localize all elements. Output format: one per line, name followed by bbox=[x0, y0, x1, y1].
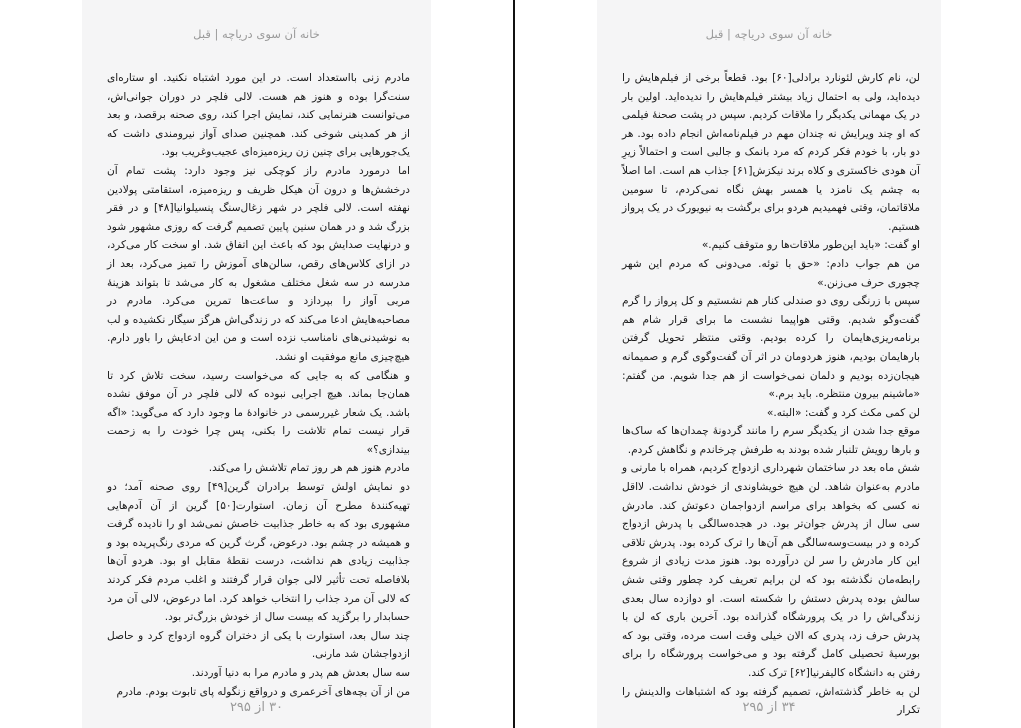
page-body bbox=[622, 69, 920, 720]
page-body bbox=[107, 69, 410, 701]
paragraph: لن به خاطر گذشته‌اش، تصمیم گرفته بود که اشتباهات والدینش را تکرار bbox=[622, 685, 920, 717]
paragraph: چند سال بعد، استوارت با یکی از دختران گروه ازدواج کرد و حاصل ازدواجشان شد مارنی. bbox=[107, 629, 410, 661]
paragraph: اما درمورد مادرم راز کوچکی نیز وجود دارد: پشت تمام آن درخشش‌ها و درون آن هیکل ظریف و ریزه‌میزه، استقامتی پولادین نهفته است. لالی فلچر در شهر زغال‌سنگ پنسیلوانیا[۴۸] و در فقر بزرگ شد و در همان سنین پایین تصمیم گرفت که روزی مشهور شود و درنهایت صدایش بود که باعث این اتفاق شد. او سخت کار می‌کرد، در ازای کلاس‌های رقص، سالن‌های آموزش را تمیز می‌کرد، بعد از مدرسه در سه شغل مختلف مشغول به کار می‌شد تا بتواند هزینهٔ مربی آواز را بپردازد و ساعت‌ها تمرین می‌کرد. مادرم در مصاحبه‌هایش ادعا می‌کند که در زندگی‌اش هرگز سیگار نکشیده و لب به نوشیدنی‌های نامناسب نزده است و من این ادعایش را باور دارم. هیچ‌چیزی مانع موفقیت او نشد. bbox=[107, 164, 410, 363]
paragraph: و هنگامی که به جایی که می‌خواست رسید، سخت تلاش کرد تا همان‌جا بماند. هیچ اجرایی نبوده که لالی فلچر در آن موفق نشده باشد. یک شعار غیررسمی در خانوادهٔ ما وجود دارد که می‌گوید: «اگه قرار نیست تمام تلاشت را بکنی، پس چرا خودت را به زحمت بیندازی؟» bbox=[107, 369, 410, 456]
page-number: ۳۴ از ۲۹۵ bbox=[742, 700, 796, 715]
book-page-left bbox=[82, 0, 431, 728]
right-viewer-pane bbox=[515, 0, 1021, 728]
paragraph: سه سال بعدش هم پدر و مادرم مرا به دنیا آوردند. bbox=[191, 667, 410, 679]
page-header: خانه آن سوی دریاچه | قبل bbox=[705, 27, 833, 41]
paragraph: مادرم زنی بااستعداد است. در این مورد اشتباه نکنید. او ستاره‌ای سنت‌گرا بوده و هنوز هم هست. لالی فلچر در دوران جوانی‌اش، می‌توانست هنرنمایی کند، نمایش اجرا کند، روی صحنه برقصد، و بعد از هر کمدینی شوخی کند. همچنین صدای آواز نیرومندی داشت که یک‌جورهایی برای چنین زن ریزه‌میزه‌ای عجیب‌وغریب بود. bbox=[107, 72, 410, 159]
paragraph: او گفت: «باید این‌طور ملاقات‌ها رو متوقف کنیم.» bbox=[701, 239, 920, 252]
page-number: ۳۰ از ۲۹۵ bbox=[229, 700, 284, 715]
book-page-right bbox=[597, 0, 941, 728]
paragraph: مادرم هنوز هم هر روز تمام تلاشش را می‌کند. bbox=[208, 462, 410, 475]
paragraph: من از آن بچه‌های آخرعمری و درواقع زنگوله پای تابوت بودم. مادرم bbox=[116, 685, 410, 698]
page-header: خانه آن سوی دریاچه | قبل bbox=[193, 27, 320, 41]
paragraph: سپس با زرنگی روی دو صندلی کنار هم نشستیم و کل پرواز را گرم گفت‌وگو شدیم. وقتی هواپیما نشست ما برای قرار شام هم برنامه‌ریزی‌هایمان را کرده بودیم. وقتی منتظر تحویل گرفتن بارهایمان بودیم، هنوز هردومان در اثر آن گفت‌وگوی گرم و صمیمانه هیجان‌زده بودیم و دلمان نمی‌خواست از هم جدا شویم. من گفتم: «ماشینم بیرون منتظره. باید برم.» bbox=[622, 295, 920, 401]
paragraph: من هم جواب دادم: «حق با توئه. می‌دونی که مردم این شهر چجوری حرف می‌زنن.» bbox=[622, 257, 920, 289]
paragraph: موقع جدا شدن از یکدیگر سرم را مانند گردونهٔ چمدان‌ها که ساک‌ها و بارها رویش تلنبار شده بودند به طرفش چرخاندم و نگاهش کردم. bbox=[622, 425, 920, 456]
paragraph: لن کمی مکث کرد و گفت: «البته.» bbox=[766, 406, 920, 419]
paragraph: دو نمایش اولش توسط برادران گرین[۴۹] روی صحنه آمد؛ دو تهیه‌کنندهٔ مطرح آن زمان. استوارت[۵۰] گرین از آن آدم‌هایی مشهوری بود که به خاطر جذابیت خاصش نمی‌شد او را نادیده گرفت و همیشه در چشم بود. درعوض، گرث گرین که مردی رنگ‌پریده بود و جذابیت زیادی هم نداشت، درست نقطهٔ مقابل او بود. هردو آن‌ها بلافاصله تحت تأثیر لالی جوان قرار گرفتند و اغلب مردم فکر کردند که لالی آن مرد جذاب را انتخاب خواهد کرد. اما درعوض، لالی آن مرد حسابدار را برگزید که بیست سال از خودش بزرگ‌تر بود. bbox=[107, 481, 411, 624]
paragraph: شش ماه بعد در ساختمان شهرداری ازدواج کردیم، همراه با مارنی و مادرم به‌عنوان شاهد. لن هیچ خویشاوندی از خودش نداشت. لااقل نه کسی که بخواهد برای مراسم ازدواجمان دعوتش کند. مادرش سی سال از پدرش جوان‌تر بود. در هجده‌سالگی با پدرش ازدواج کرده و در بیست‌وسه‌سالگی هم آن‌ها را ترک کرده بود. پدرش تلاقی این کار مادرش را سر لن درآورده بود. هنوز مدت زیادی از شروع رابطه‌مان نگذشته بود که لن برایم تعریف کرد چطور وقتی شش سالش بوده پدرش دستش را شکسته است. او دوازده سال بعدی زندگی‌اش را در یک پرورشگاه گذرانده بود. آخرین باری که لن با پدرش حرف زد، پدری که الان خیلی وقت است مرده، وقتی بود که بورسیهٔ تحصیلی کامل گرفته بود و می‌خواست پرورشگاه را برای رفتن به دانشگاه کالیفرنیا[۶۲] ترک کند. bbox=[622, 462, 920, 679]
paragraph: لن، نام کارش لئونارد برادلی[۶۰] بود. قطعاً برخی از فیلم‌هایش را دیده‌اید، ولی به احتمال زیاد بیشتر فیلم‌هایش را ندیده‌اید. اولین بار در یک مهمانی یکدیگر را ملاقات کردیم. سپس در پشت صحنهٔ فیلمی که او چند ویرایش نه چندان مهم در فیلم‌نامه‌اش انجام داده بود. هر دو بار، با خودم فکر کردم که مرد بانمک و جالبی است و احتمالاً زیرِ آن هودی خاکستری و کلاه برند نیکزش[۶۱] جذاب هم است. اما اصلاً به چشم یک نامزد یا همسر بهش نگاه نمی‌کردم، تا سومین ملاقاتمان، وقتی فهمیدیم هردو برای برگشت به نیویورک در یک پرواز هستیم. bbox=[622, 72, 920, 233]
